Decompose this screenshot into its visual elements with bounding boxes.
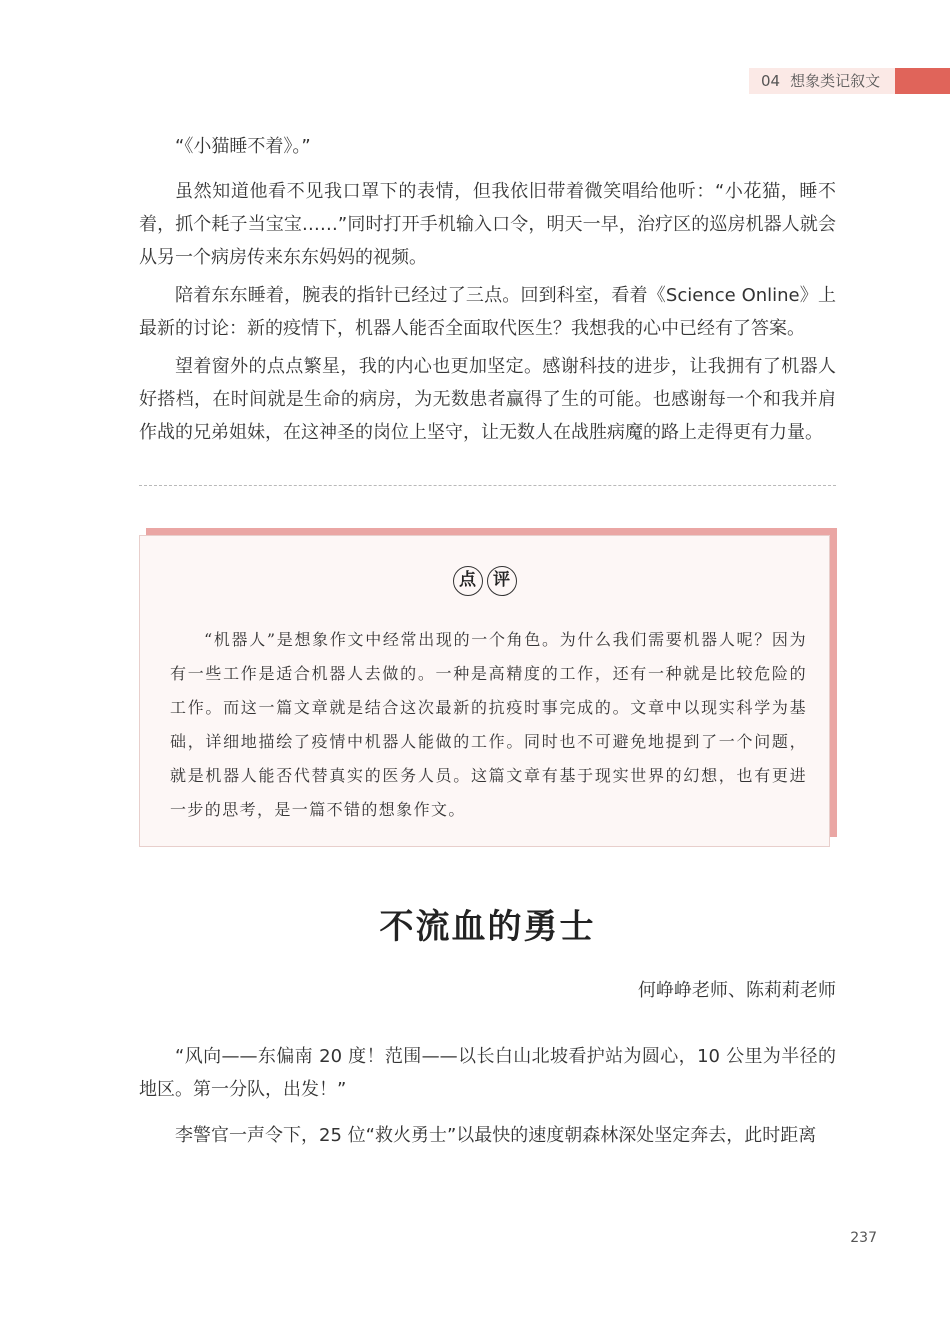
comment-title-char: 评 [487, 566, 517, 596]
article-author: 何峥峥老师、陈莉莉老师 [638, 980, 836, 1001]
story-paragraph [139, 279, 836, 345]
paragraph: “《小猫睡不着》。” [175, 136, 311, 157]
chapter-number: 04 [761, 72, 781, 90]
paragraph: “风向——东偏南 20 度！范围——以长白山北坡看护站为圆心，10 公里为半径的地区。第一分队，出发！” [139, 1046, 836, 1100]
header-accent-bar [895, 68, 950, 94]
story-paragraph [139, 350, 836, 449]
article-paragraph [139, 1119, 836, 1152]
comment-text [170, 623, 807, 827]
comment-title-char: 点 [453, 566, 483, 596]
comment-title [140, 566, 829, 596]
comment-paragraph: “机器人”是想象作文中经常出现的一个角色。为什么我们需要机器人呢？因为有一些工作是适合机器人去做的。一种是高精度的工作，还有一种就是比较危险的工作。而这一篇文章就是结合这次最新的抗疫时事完成的。文章中以现实科学为基础，详细地描绘了疫情中机器人能做的工作。同时也不可避免地提到了一个问题，就是机器人能否代替真实的医务人员。这篇文章有基于现实世界的幻想，也有更进一步的思考，是一篇不错的想象作文。 [170, 630, 807, 819]
comment-box [139, 535, 830, 847]
chapter-header [749, 68, 895, 94]
article-paragraph [139, 1040, 836, 1106]
paragraph: 虽然知道他看不见我口罩下的表情，但我依旧带着微笑唱给他听：“小花猫，睡不着，抓个耗子当宝宝……”同时打开手机输入口令，明天一早，治疗区的巡房机器人就会从另一个病房传来东东妈妈的视频。 [139, 181, 836, 268]
chapter-title: 想象类记叙文 [790, 72, 881, 90]
paragraph: 陪着东东睡着，腕表的指针已经过了三点。回到科室，看着《Science Online》上最新的讨论：新的疫情下，机器人能否全面取代医生？我想我的心中已经有了答案。 [139, 285, 836, 339]
section-divider [139, 485, 836, 486]
page-number: 237 [850, 1230, 877, 1246]
paragraph: 李警官一声令下，25 位“救火勇士”以最快的速度朝森林深处坚定奔去，此时距离 [175, 1125, 817, 1146]
story-quote-line [139, 130, 836, 163]
story-paragraph [139, 175, 836, 274]
paragraph: 望着窗外的点点繁星，我的内心也更加坚定。感谢科技的进步，让我拥有了机器人好搭档，在时间就是生命的病房，为无数患者赢得了生的可能。也感谢每一个和我并肩作战的兄弟姐妹，在这神圣的岗位上坚守，让无数人在战胜病魔的路上走得更有力量。 [139, 356, 836, 443]
article-title: 不流血的勇士 [379, 907, 596, 947]
